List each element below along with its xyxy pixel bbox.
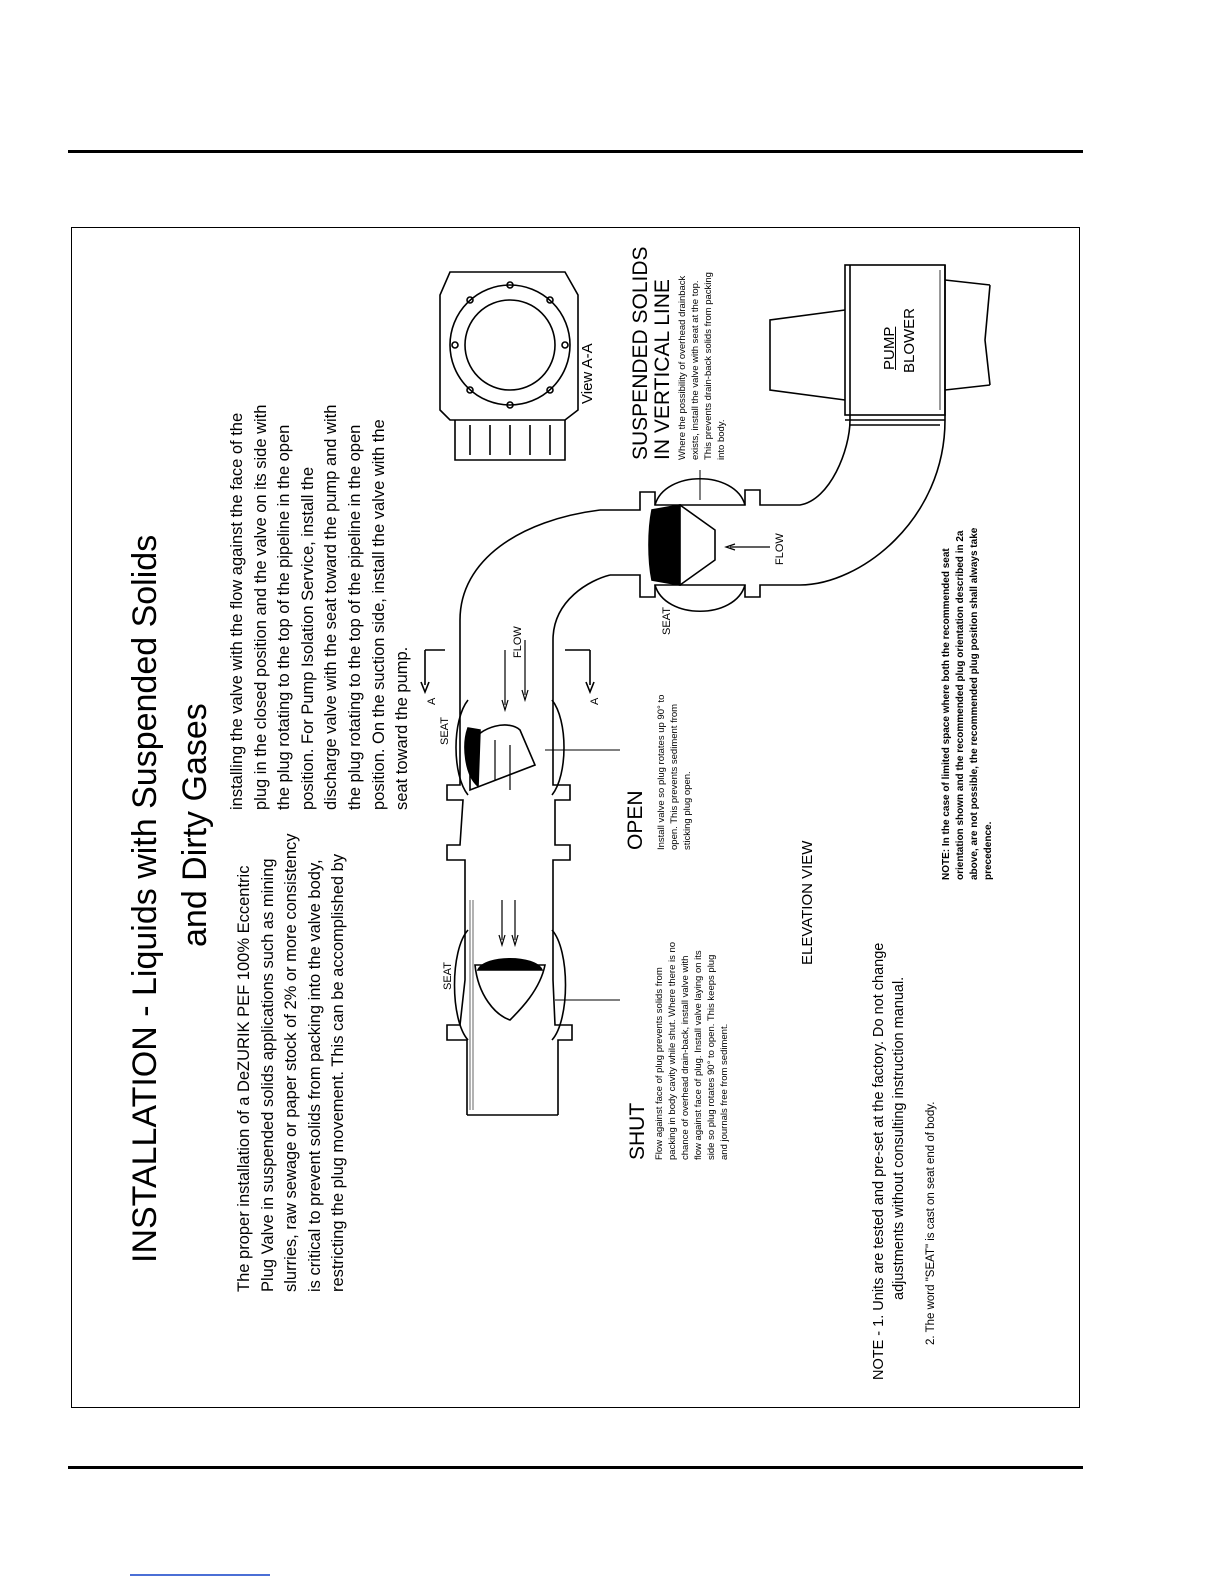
suspended-heading-1: SUSPENDED SOLIDS — [629, 246, 652, 460]
limited-space-note: NOTE: In the case of limited space where both the recommended seat orientation shown and the recommended plug orientation described in 2a above, are not possible, the recommended plug position shall always take precedence. — [941, 527, 994, 880]
pump-blower — [770, 265, 990, 425]
pump-label: PUMP — [881, 326, 898, 370]
page-title-line1: INSTALLATION - Liquids with Suspended Solids — [126, 534, 164, 1263]
shut-valve — [455, 930, 566, 1040]
page-title-line2: and Dirty Gases — [176, 703, 214, 947]
section-a-right: A — [589, 697, 601, 705]
seat-label-shut: SEAT — [442, 962, 454, 990]
open-description: Install valve so plug rotates up 90° to open. This prevents sediment from sticking plug open. — [656, 694, 693, 850]
shut-heading: SHUT — [626, 1102, 649, 1160]
view-aa-label: View A-A — [579, 343, 596, 404]
open-heading: OPEN — [624, 790, 647, 850]
note-1-continued: adjustments without consulting instruction manual. — [891, 976, 907, 1300]
blower-label: BLOWER — [901, 307, 918, 373]
section-a-left: A — [426, 697, 438, 705]
flow-label-vertical: FLOW — [774, 533, 786, 565]
intro-paragraph: The proper installation of a DeZURIK PEF 100% Eccentric Plug Valve in suspended solids applications such as mining slurries, raw sewage or paper stock of 2% or more consistency is critical to prevent solids from packing into the valve body, restricting the plug movement. This can be accomplished by — [235, 833, 348, 1292]
section-markers — [421, 650, 594, 692]
seat-label-open: SEAT — [439, 717, 451, 745]
intro-paragraph-continued: installing the valve with the flow against the face of the plug in the closed position and the valve on its side with the plug rotating to the top of the pipeline in the open position. For Pump Isolation Service, install the discharge valve with the seat toward the pump and with the plug rotating to the top of the pipeline in the open position. On the suction side, install the valve with the seat toward the pump. — [228, 404, 412, 810]
view-aa-drawing — [440, 272, 578, 460]
elevation-view-label: ELEVATION VIEW — [799, 840, 816, 965]
note-1: NOTE - 1. Units are tested and pre-set at the factory. Do not change — [871, 942, 887, 1380]
seat-label-vertical: SEAT — [661, 607, 673, 635]
shut-description: Flow against face of plug prevents solids from packing in body cavity while shut. Where there is no chance of overhead drain-back, install valve with flow against face of plug. Install valve laying on its side so plug rotates 90° to open. This keeps plug and journals free from sediment. — [654, 941, 730, 1160]
suspended-heading-2: IN VERTICAL LINE — [651, 279, 674, 460]
note-2: 2. The word "SEAT" is cast on seat end of body. — [925, 1101, 937, 1345]
flow-label-main: FLOW — [512, 626, 524, 658]
main-pipe — [447, 510, 610, 1115]
suspended-description: Where the possibility of overhead drainback exists, install the valve with seat at the top. This prevents drain-back solids from packing into body. — [677, 272, 727, 460]
